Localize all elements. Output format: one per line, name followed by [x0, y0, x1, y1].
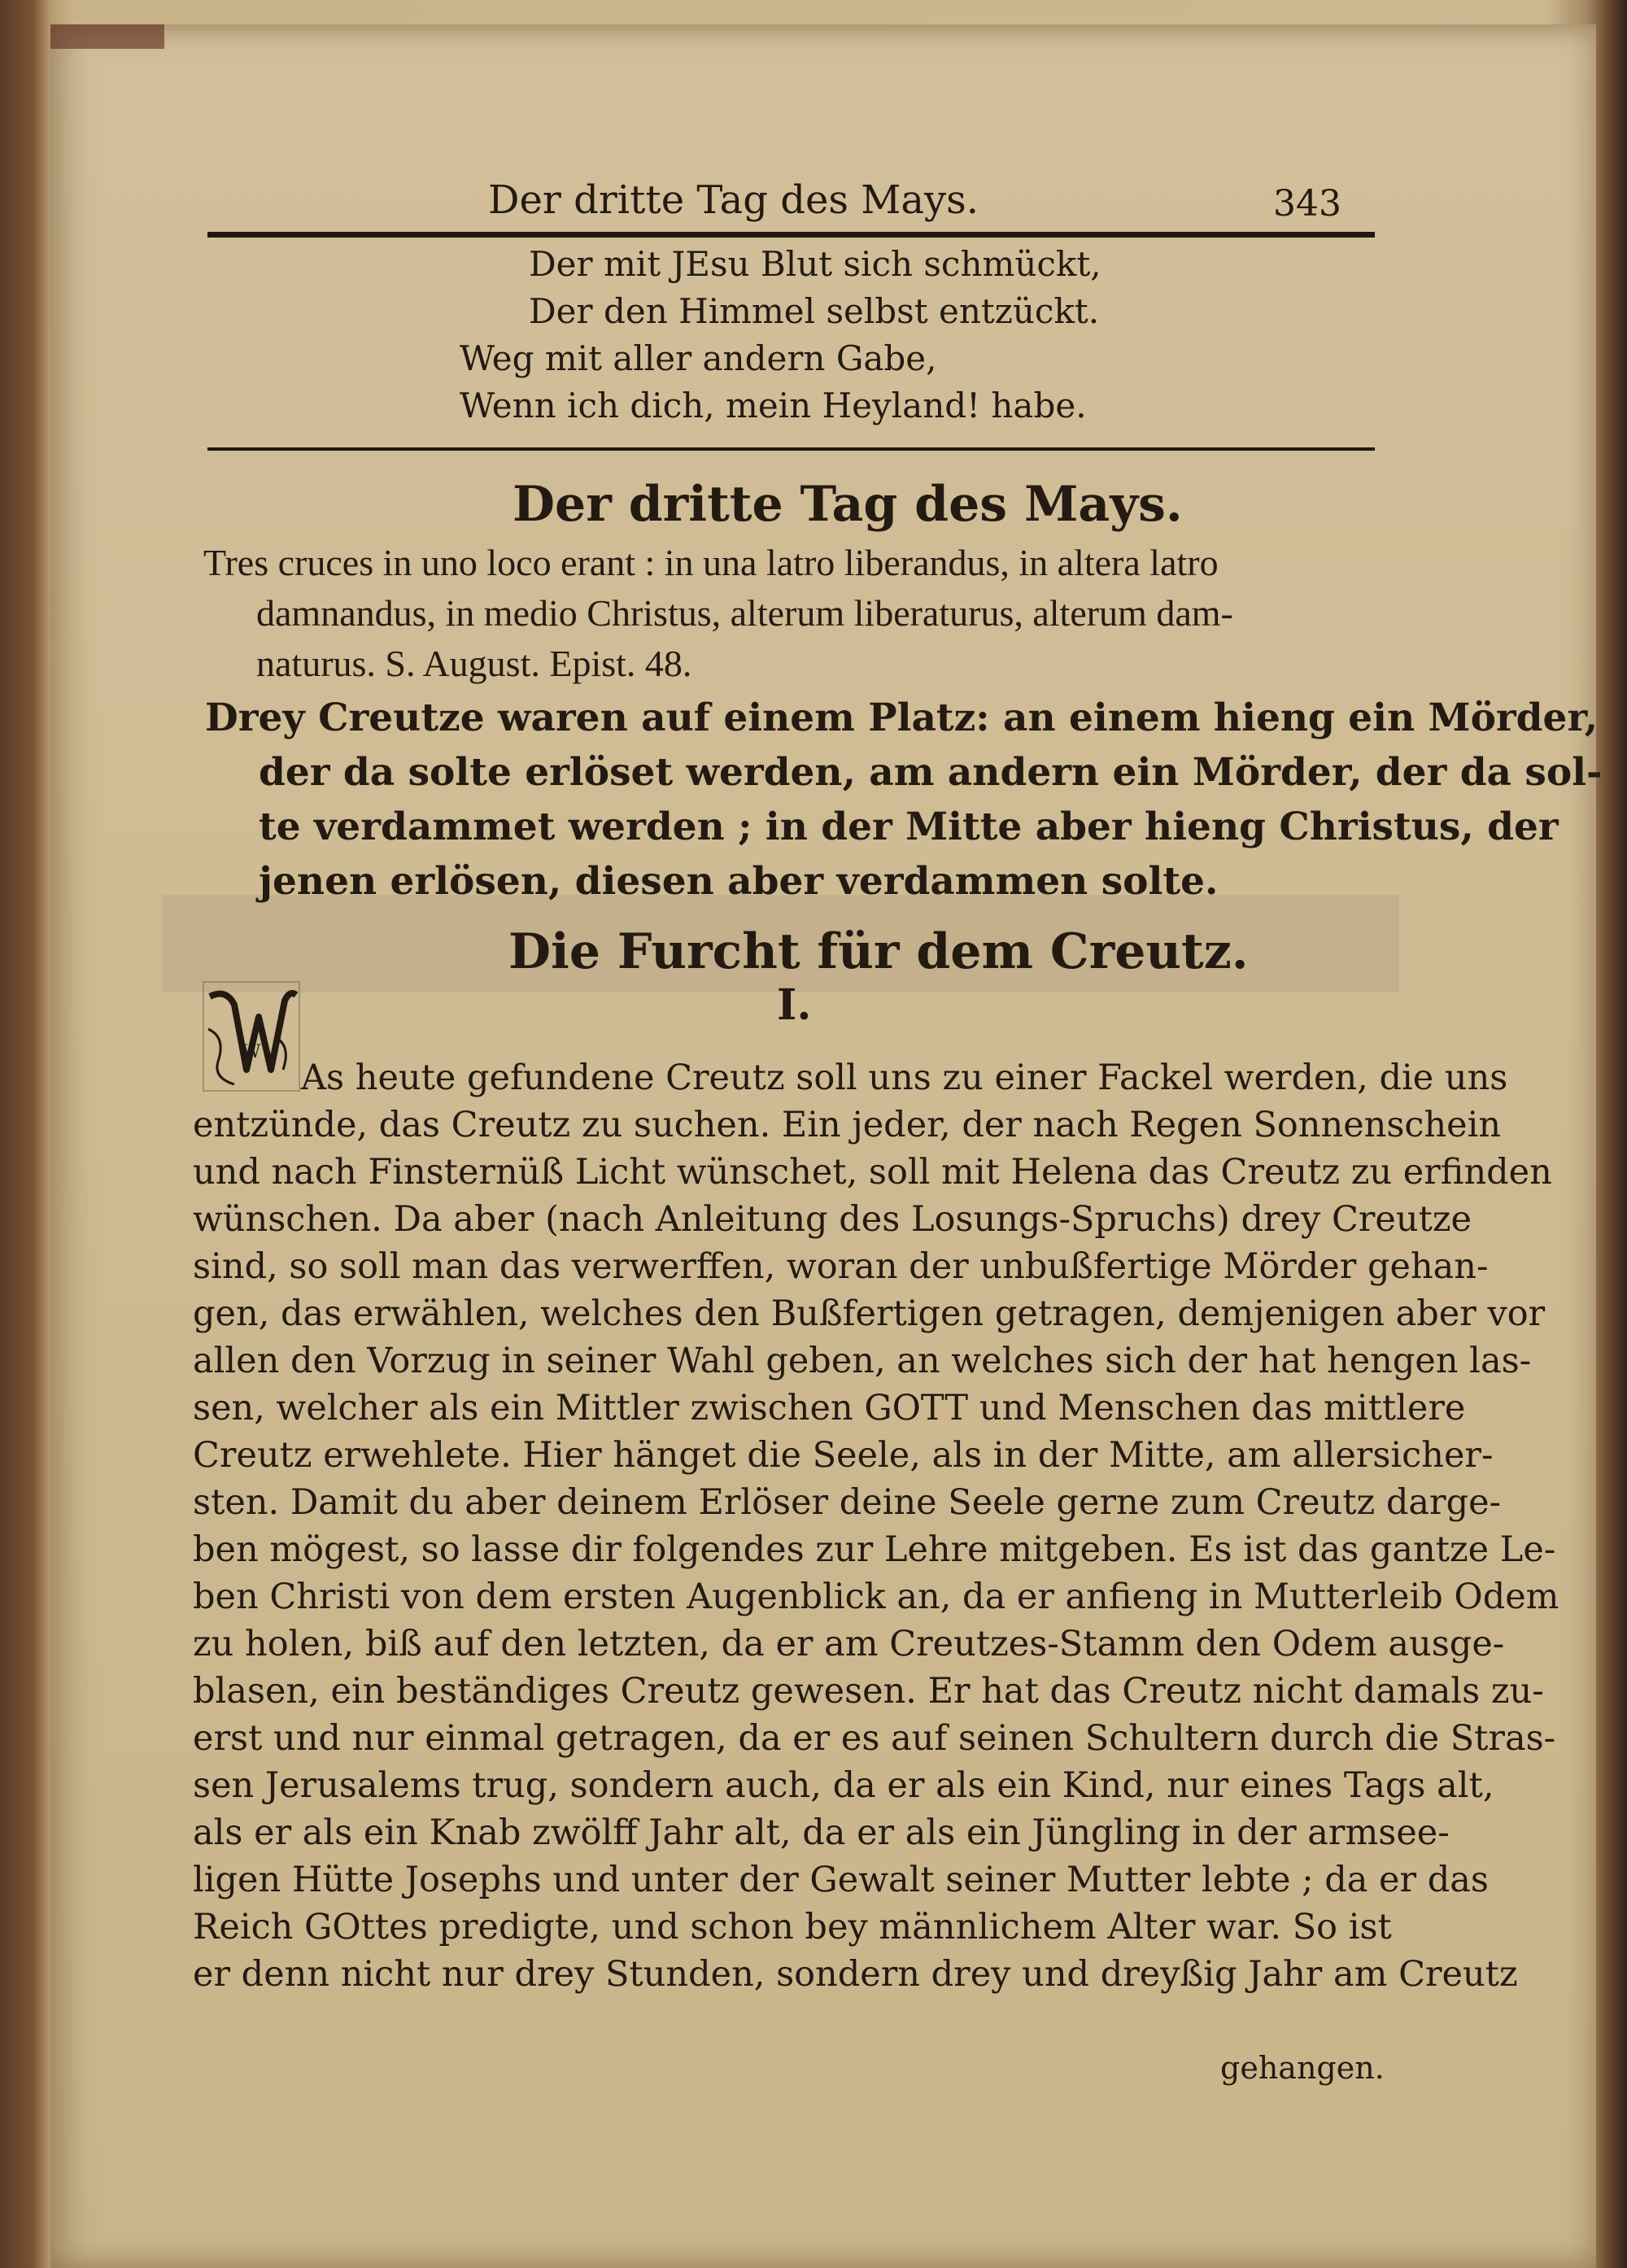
header-rule [207, 232, 1375, 238]
german-motto-line: jenen erlösen, diesen aber verdammen solte. [259, 859, 1219, 904]
binding-edge [50, 24, 164, 49]
section-number: I. [777, 980, 812, 1030]
body-line: wünschen. Da aber (nach Anleitung des Losungs-Spruchs) drey Creutze [193, 1199, 1472, 1240]
body-line: sten. Damit du aber deinem Erlöser deine Seele gerne zum Creutz darge- [193, 1482, 1502, 1523]
page-number: 343 [1273, 183, 1341, 225]
body-line: sen Jerusalems trug, sondern auch, da er als ein Kind, nur eines Tags alt, [193, 1765, 1494, 1806]
decorated-initial-w-icon [202, 980, 301, 1093]
body-line: und nach Finsternüß Licht wünschet, soll mit Helena das Creutz zu erfinden [193, 1152, 1552, 1193]
german-motto-line: Drey Creutze waren auf einem Platz: an einem hieng ein Mörder, [205, 696, 1599, 740]
body-line: As heute gefundene Creutz soll uns zu einer Fackel werden, die uns [301, 1058, 1508, 1098]
body-line: erst und nur einmal getragen, da er es auf seinen Schultern durch die Stras- [193, 1718, 1556, 1759]
body-line: allen den Vorzug in seiner Wahl geben, an welches sich der hat hengen las- [193, 1341, 1532, 1381]
section-rule [207, 447, 1375, 451]
body-line: sind, so soll man das verwerffen, woran der unbußfertige Mörder gehan- [193, 1246, 1489, 1287]
german-motto-line: te verdammet werden ; in der Mitte aber hieng Christus, der [259, 805, 1559, 849]
body-line: entzünde, das Creutz zu suchen. Ein jeder, der nach Regen Sonnenschein [193, 1105, 1502, 1145]
latin-motto-line: naturus. S. August. Epist. 48. [256, 643, 692, 684]
body-line: Reich GOttes predigte, und schon bey männlichem Alter war. So ist [193, 1907, 1392, 1947]
body-line: ben mögest, so lasse dir folgendes zur Lehre mitgeben. Es ist das gantze Le- [193, 1529, 1556, 1570]
verse-line: Der den Himmel selbst entzückt. [529, 291, 1100, 331]
running-head: Der dritte Tag des Mays. [488, 177, 979, 223]
body-line: sen, welcher als ein Mittler zwischen GOTT und Menschen das mittlere [193, 1388, 1466, 1428]
body-line: blasen, ein beständiges Creutz gewesen. Er hat das Creutz nicht damals zu- [193, 1671, 1544, 1712]
body-line: als er als ein Knab zwölff Jahr alt, da er als ein Jüngling in der armsee- [193, 1812, 1450, 1853]
verse-line: Weg mit aller andern Gabe, [460, 338, 937, 378]
verse-line: Der mit JEsu Blut sich schmückt, [529, 244, 1101, 284]
latin-motto-line: damnandus, in medio Christus, alterum liberaturus, alterum dam- [256, 592, 1233, 634]
german-motto-line: der da solte erlöset werden, am andern ein Mörder, der da sol- [259, 750, 1603, 795]
catchword: gehangen. [1220, 2050, 1385, 2086]
section-heading: Die Furcht für dem Creutz. [508, 923, 1249, 980]
body-line: ligen Hütte Josephs und unter der Gewalt seiner Mutter lebte ; da er das [193, 1860, 1489, 1900]
body-line: Creutz erwehlete. Hier hänget die Seele, als in der Mitte, am allersicher- [193, 1435, 1494, 1476]
latin-motto-line: Tres cruces in uno loco erant : in una latro liberandus, in altera latro [203, 542, 1219, 583]
initial-letter: W [242, 1042, 261, 1062]
body-line: gen, das erwählen, welches den Bußfertigen getragen, demjenigen aber vor [193, 1293, 1546, 1334]
body-line: ben Christi von dem ersten Augenblick an, da er anfieng in Mutterleib Odem [193, 1577, 1559, 1617]
body-line: er denn nicht nur drey Stunden, sondern drey und dreyßig Jahr am Creutz [193, 1954, 1518, 1995]
verse-line: Wenn ich dich, mein Heyland! habe. [460, 386, 1087, 425]
body-line: zu holen, biß auf den letzten, da er am Creutzes-Stamm den Odem ausge- [193, 1624, 1505, 1664]
day-heading: Der dritte Tag des Mays. [513, 476, 1183, 533]
